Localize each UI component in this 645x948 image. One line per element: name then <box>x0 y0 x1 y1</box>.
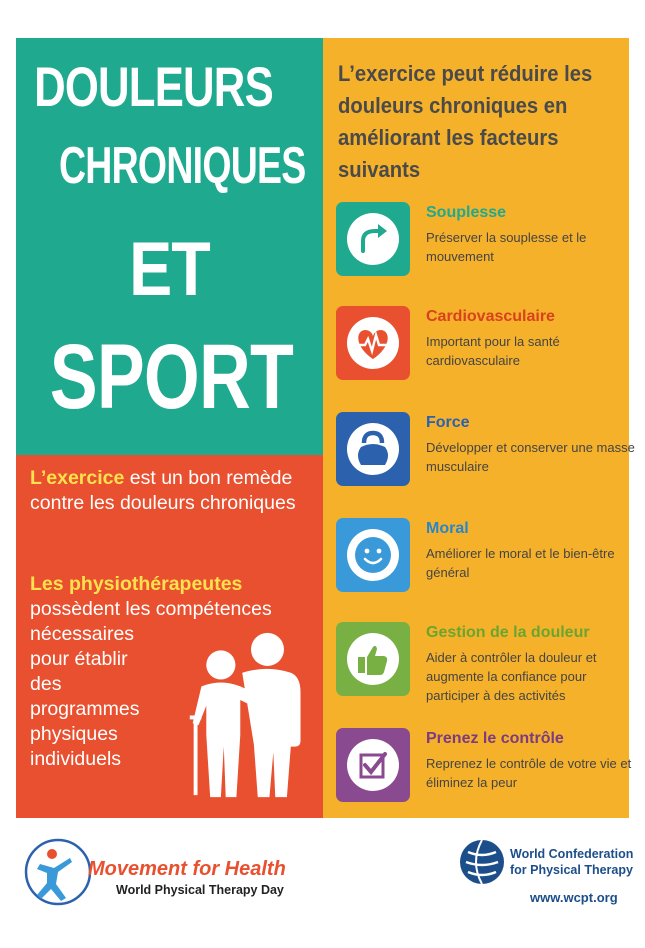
moral-title: Moral <box>426 520 469 537</box>
movement-for-health-text: Movement for Health <box>88 858 286 880</box>
moral-icon-box <box>336 518 410 592</box>
wcpt-url-link[interactable]: www.wcpt.org <box>530 890 618 905</box>
factor-prenez-controle <box>336 728 636 806</box>
wcpt-globe-icon <box>458 838 506 886</box>
souplesse-desc: Préserver la souplesse et le mouvement <box>426 230 587 264</box>
title-sport: SPORT <box>49 326 294 428</box>
force-desc: Développer et conserver une masse musculaire <box>426 440 635 474</box>
kettlebell-icon <box>345 421 401 477</box>
wcpt-name <box>510 846 633 878</box>
checkbox-icon <box>345 737 401 793</box>
physio-line-6: physiques <box>30 723 118 745</box>
arrow-turn-icon <box>345 211 401 267</box>
factor-cardiovasculaire <box>336 306 636 384</box>
factor-souplesse <box>336 202 636 280</box>
smiley-icon <box>345 527 401 583</box>
title-douleurs: DOULEURS <box>34 55 273 118</box>
physio-line-2: nécessaires <box>30 623 135 645</box>
title-et: ET <box>129 227 210 312</box>
gestion-title: Gestion de la douleur <box>426 624 590 641</box>
controle-desc: Reprenez le contrôle de votre vie et éliminez la peur <box>426 756 632 790</box>
physio-line-1: possèdent les compétences <box>30 598 272 620</box>
wcpt-name-line1: World Confederation <box>510 847 634 861</box>
factor-gestion-douleur <box>336 622 636 718</box>
souplesse-icon-box <box>336 202 410 276</box>
exercise-highlight: L’exercice <box>30 467 125 489</box>
gestion-desc: Aider à contrôler la douleur et augmente la confiance pour participer à des activités <box>426 650 597 703</box>
world-physical-therapy-day-text: World Physical Therapy Day <box>116 883 284 897</box>
physio-line-7: individuels <box>30 748 122 770</box>
cardio-title: Cardiovasculaire <box>426 308 555 325</box>
controle-title: Prenez le contrôle <box>426 730 564 747</box>
physio-line-4: des <box>30 673 62 695</box>
movement-for-health-logo <box>22 836 94 908</box>
heart-pulse-icon <box>345 315 401 371</box>
wcpt-name-line2: for Physical Therapy <box>510 863 633 877</box>
exercise-paragraph <box>30 466 320 516</box>
title-chroniques: CHRONIQUES <box>58 137 306 195</box>
force-title: Force <box>426 414 470 431</box>
two-people-walking-icon <box>180 630 320 800</box>
factor-force <box>336 412 636 490</box>
cardio-icon-box <box>336 306 410 380</box>
controle-icon-box <box>336 728 410 802</box>
souplesse-title: Souplesse <box>426 204 507 221</box>
physio-highlight: Les physiothérapeutes <box>30 573 243 595</box>
force-icon-box <box>336 412 410 486</box>
physio-line-5: programmes <box>30 698 140 720</box>
factors-heading: L’exercice peut réduire les douleurs chroniques en améliorant les facteurs suivants <box>338 61 593 182</box>
moral-desc: Améliorer le moral et le bien-être général <box>426 546 615 580</box>
physio-line-3: pour établir <box>30 648 128 670</box>
exercise-text: est un bon remède contre les douleurs chroniques <box>30 467 296 514</box>
thumbs-up-icon <box>345 631 401 687</box>
cardio-desc: Important pour la santé cardiovasculaire <box>426 334 560 368</box>
factor-moral <box>336 518 636 596</box>
gestion-icon-box <box>336 622 410 696</box>
